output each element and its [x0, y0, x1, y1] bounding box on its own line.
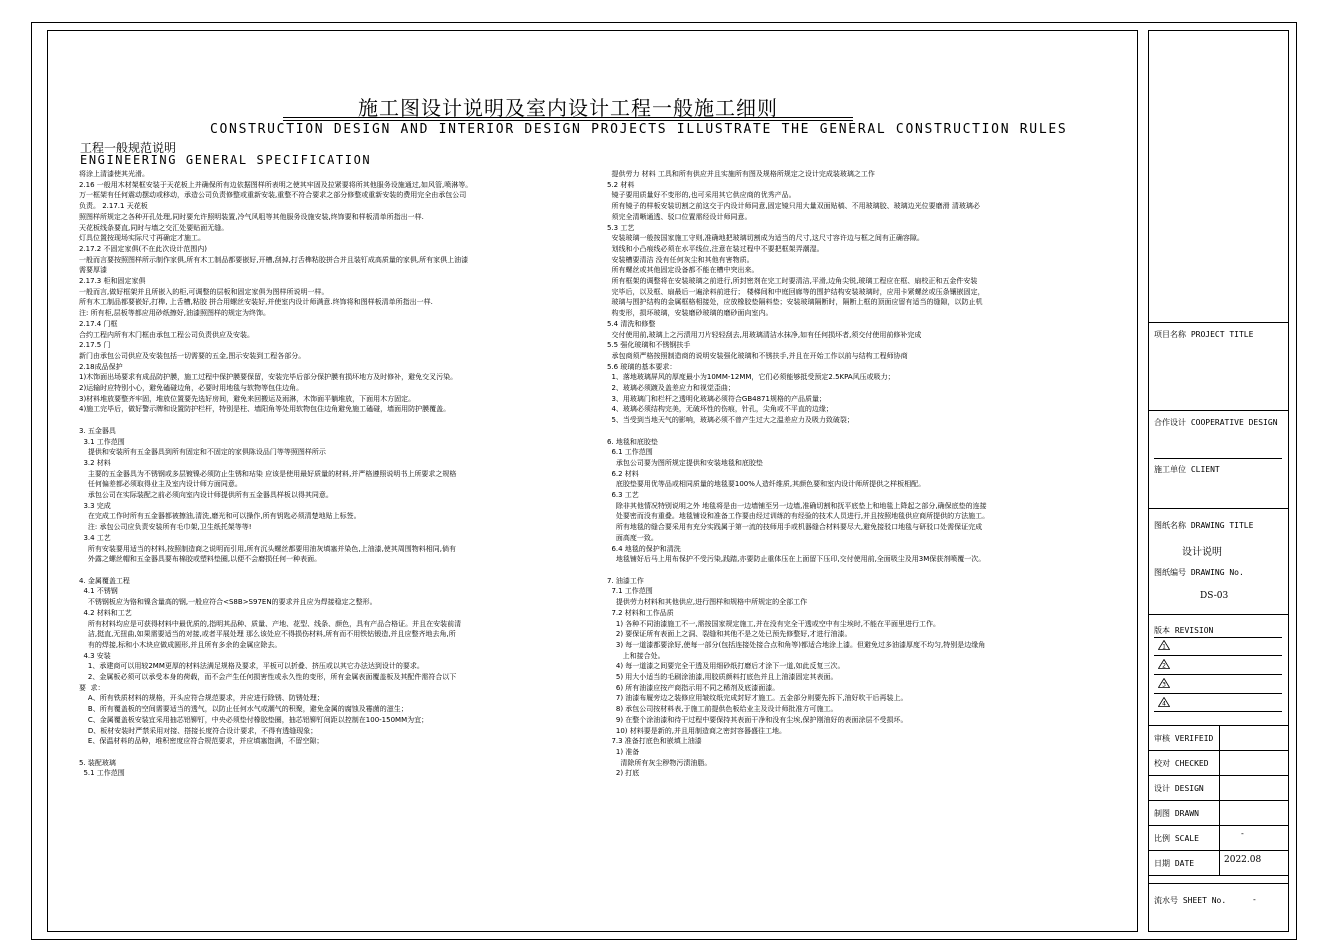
section-heading-en: ENGINEERING GENERAL SPECIFICATION	[80, 153, 372, 167]
text-line: 3. 五金器具	[79, 426, 116, 435]
revision-triangle-icon	[1158, 640, 1170, 650]
project-title-label: 项目名称 PROJECT TITLE	[1154, 330, 1254, 339]
text-line: 2、玻璃必须踱及盖差应力和视觉歪曲；	[607, 384, 735, 393]
tb-divider	[1148, 850, 1289, 851]
text-line: 10) 材料要是新的,并且用制造商之密封容器盛往工地。	[607, 726, 786, 735]
text-line: 3) 每一道漆都要涂好,使每一部分(包括连接处接合点和角等)都适合地涂上漆。但避免过多油漆厚度不均匀,特别是边缘角	[607, 640, 986, 649]
text-line: 所有材料均应是可获得材料中最优质的,指明其品种、质量、产地、花型、线条、颜色，具有产品合格证。并且在安装前清	[79, 619, 462, 628]
text-line: 3)材料堆放要整齐牢固，堆放位置要先选好房间，避免来回搬运及雨淋，木饰面平躺堆放，下面用木方固定。	[79, 394, 416, 403]
text-line: 有的焊接,标和小木块应做成圆形,并且所有多余的金属应除去。	[79, 640, 282, 649]
text-line: 2.17.4 门框	[79, 319, 118, 328]
tb-divider	[1148, 775, 1289, 776]
text-line: 须完全清晰通透、驳口位置需经设计师同意。	[607, 212, 752, 221]
text-line: 7. 油漆工作	[607, 576, 644, 585]
text-line: 面高度一致。	[607, 533, 658, 542]
text-line: 7) 油漆布履旁边之装修应用皱纹纸完成封好才施工。五金部分则要先拆下,油好吹干后再装上。	[607, 694, 908, 703]
text-line: 天花板线条要直,同时与墙之交汇处要贴面无缝。	[79, 223, 229, 232]
text-line: 2.17.3 柜和固定家俱	[79, 277, 146, 286]
date-value: 2022.08	[1224, 855, 1262, 865]
text-line: 清除所有灰尘秽物污渍油脂。	[607, 758, 712, 767]
revision-label: 版本 REVISION	[1154, 626, 1214, 635]
text-line: 1、承建商可以用较2MM更厚的材料法满足规格及要求，平板可以折叠、挤压或以其它办法达到设计的要求。	[79, 662, 424, 671]
sheet-value: -	[1252, 895, 1257, 904]
text-line	[607, 565, 1085, 576]
text-line: 7.3 准备打底色和嵌填上油漆	[607, 737, 702, 746]
sheet-label: 流水号 SHEET No.	[1154, 896, 1227, 905]
tb-divider	[1148, 800, 1289, 801]
text-line: C、金属覆盖板安装宜采用抽芯铝铆钉，中央必须垫付橡胶垫圈，抽芯铝铆钉间距以控制在100-150MM为宜；	[79, 715, 429, 724]
text-line: 4) 每一道漆之间要完全干透及用细砂纸打磨后才涂下一道,如此反复三次。	[607, 662, 845, 671]
text-line: 所有框架的调整将在安装玻璃之前进行,所封密剂在完工时要清洁,平滑,边角尖锐,玻璃工程应在框、扇校正和五金件安装	[607, 277, 978, 286]
text-line: 承包商须严格按照制造商的说明安装强化玻璃和不锈扶手,并且在开始工作以前与结构工程师协商	[607, 351, 908, 360]
revision-triangle-icon	[1158, 697, 1170, 707]
document-title-cn: 施工图设计说明及室内设计工程一般施工细则	[358, 96, 778, 120]
text-line: D、板材安装时严禁采用对接、搭接长度符合设计要求，不得有透缝现象；	[79, 726, 318, 735]
text-line: 地毯铺好后马上用布保护不受污染,践踏,亦要防止重体压在上面留下压印,交付使用前,全面吸尘及用3M保获剂喷覆一次。	[607, 555, 986, 564]
text-line: 划线和小凸痕线必须在水平线位,注意在装过程中不要把框架弄潮湿。	[607, 244, 824, 253]
tb-underline	[1154, 693, 1282, 694]
text-line: 负责。 2.17.1 天花板	[79, 202, 148, 211]
tb-divider	[1148, 875, 1289, 876]
revision-number: 4	[1162, 700, 1166, 707]
text-line: 6) 所有油漆应按产商指示用不同之稀剂及底漆面漆。	[607, 683, 780, 692]
text-line: 9) 在整个涂油漆和待干过程中要保持其表面干净和没有尘埃,保护刚油好的表面涂层不受损坏。	[607, 715, 908, 724]
text-line: 要 求：	[79, 683, 105, 692]
text-line: 5、当受到当地天气的影响，玻璃必须不曾产生过大之温差应力及吸力致破裂；	[607, 416, 854, 425]
scale-value: -	[1240, 829, 1245, 838]
text-line: 2)运输时应特别小心，避免磕碰边角，必要时用地毯与软物等包住边角。	[79, 384, 304, 393]
text-line: 处要密而没有重叠。地毯铺设和准备工作要由经过训练的有经验的技术人员进行,并且按照地毯供应商所提供的方法施工。	[607, 512, 990, 521]
text-line: 万一框架有任何震动摆动或移动，承造公司负责修整或重新安装,重整不符合要求之部分修整或重新安装的费用完全由承包公司	[79, 191, 467, 200]
drawing-no-value: DS-03	[1200, 591, 1229, 601]
text-line: B、所有覆盖板的空间需要适当的透气，以防止任何水气或潮气的积聚，避免金属的腐蚀及霉菌的滋生；	[79, 705, 408, 714]
text-line: 6.1 工作范围	[607, 448, 653, 457]
text-line: 任何偏差都必须取得业主及室内设计师方面同意。	[79, 480, 242, 489]
section-heading-cn: 工程一般规范说明	[80, 141, 177, 155]
text-line: 7.2 材料和工作品质	[607, 608, 674, 617]
text-line: 7.1 工作范围	[607, 587, 653, 596]
text-line: E、保温材料的品种，堆积密度应符合规范要求，并应填塞饱满，不留空隙；	[79, 737, 324, 746]
text-line	[79, 415, 584, 426]
text-line: 4、玻璃必须结构完美，无破坏性的伤痕，针孔，尖角或不平直的边缘；	[607, 405, 833, 414]
revision-number: 3	[1162, 681, 1166, 688]
text-line: 6. 地毯和底胶垫	[607, 437, 658, 446]
text-line: 将涂上清漆使其光滑。	[79, 170, 149, 178]
text-line: 4. 金属覆盖工程	[79, 576, 130, 585]
text-line: 除非其他情况特别说明之外 地毯将是由一边墙铺至另一边墙,准确切割和抚平底垫上和地毯上降起之部分,确保底垫的连接	[607, 501, 987, 510]
text-line: 提供和安装所有五金器具到所有固定和不固定的家俱陈设品门等等照图样所示	[79, 448, 326, 457]
text-line: 1) 各种不同油漆施工不一,需按国家规定施工,并在没有完全干透或空中有尘埃时,不能在平面里进行工作。	[607, 619, 940, 628]
text-line: 所有螺丝或其他固定设备都不能在槽中突出来。	[607, 266, 759, 275]
drawn-label: 制图 DRAWN	[1154, 809, 1199, 818]
text-line: 安装槽要清洁 没有任何灰尘和其他有害物质。	[607, 255, 754, 264]
text-line: 4.2 材料和工艺	[79, 608, 132, 617]
revision-number: 1	[1162, 643, 1166, 650]
tb-divider	[1148, 322, 1289, 323]
text-line: 5.2 材料	[607, 180, 635, 189]
text-line: 注: 所有柜,层板等都应用砂纸擦好,油漆照图样的规定为终饰。	[79, 309, 271, 318]
checked-label: 校对 CHECKED	[1154, 759, 1209, 768]
text-line: 承包公司要为图所规定提供和安装地毯和底胶垫	[607, 458, 763, 467]
drawing-no-label: 图纸编号 DRAWING No.	[1154, 568, 1244, 577]
text-line: 底胶垫要用优等品或相同质量的地毯要100%人造纤维质,其颜色要和室内设计师所提供之样板相配。	[607, 480, 926, 489]
text-line: 3.2 材料	[79, 458, 111, 467]
text-line: 交付使用前,玻璃上之污渍用刀片轻轻刮去,用玻璃清洁水抹净,如有任何损坏者,须交付使用前修补完成	[607, 330, 922, 339]
text-line: 构变形，损坏玻璃，安装磨砂玻璃的磨砂面向室内。	[607, 309, 773, 318]
tb-divider	[1148, 508, 1289, 509]
text-line: 1) 准备	[607, 747, 640, 756]
text-line: 5.6 玻璃的基本要求：	[607, 362, 677, 371]
text-line: 新门由承包公司供应及安装包括一切需要的五金,图示安装到工程各部分。	[79, 351, 306, 360]
tb-underline	[1154, 637, 1282, 638]
text-line: 所有镜子的样板安装切割之前这交于内设计师同意,固定镜只用大量双面贴稿、不用玻璃胶、玻璃边光位要磨滑 清玻璃必	[607, 202, 980, 211]
text-line: 3、用玻璃门和栏杆之透明化玻璃必须符合GB4871规格的产品质量；	[607, 394, 826, 403]
drawing-title-label: 图纸名称 DRAWING TITLE	[1154, 521, 1254, 530]
text-line: 提供劳力材料和其他供应,进行图样和规格中所规定的全部工作	[607, 598, 808, 607]
text-line: 6.2 材料	[607, 469, 639, 478]
text-line: 一般而言,做好框架并且所嵌入的柜,可调整的层板和固定家俱为图样所说明一样。	[79, 287, 329, 296]
tb-divider	[1148, 883, 1289, 884]
text-line	[607, 426, 1085, 437]
revision-number: 2	[1162, 662, 1166, 669]
text-line: 1)木饰面出场要求有成品防护膜，施工过程中保护膜要保留，安装完毕后部分保护膜有损坏地方及时修补，避免交叉污染。	[79, 373, 458, 382]
text-line: 上和接合处。	[607, 651, 665, 660]
text-line: 所有木工制品都要嵌好,打榫, 上舌槽,粘胶 拼合用螺丝安装好,并使室内设计师满意.终饰将和图样板清单所指出一样.	[79, 298, 433, 307]
tb-divider	[1148, 614, 1289, 615]
text-line: 5.1 工作范围	[79, 769, 125, 778]
text-line: 3.3 完成	[79, 501, 111, 510]
tb-underline	[1154, 674, 1282, 675]
text-line: 镜子要用质量好不变形的,也可采用其它供应商的优秀产品。	[607, 191, 796, 200]
text-line: 2.16 一般用木材架框安装于天花板上并确保所有边依据图样所表明之使其牢固及拉紧要将所其他服务设施通过,如风管,喷淋等。	[79, 180, 473, 189]
client-label: 施工单位 CLIENT	[1154, 465, 1220, 474]
text-line	[79, 747, 584, 758]
text-line: 玻璃与围护结构的金属框格相接处，应放橡胶垫隔料垫；安装玻璃隔断时，隔断上框的顶面应留有适当的缝隙，以防止机	[607, 298, 983, 307]
text-line: 不锈钢板应为铬和镍含量高的钢,一般应符合<S8B>S97EN的要求并且应为焊接稳定之整形。	[79, 598, 377, 607]
text-line: 注: 承包公司应负责安装所有毛巾架,卫生纸托架等等!	[79, 523, 252, 532]
text-line: 2) 打底	[607, 769, 640, 778]
tb-underline	[1154, 458, 1282, 459]
scale-label: 比例 SCALE	[1154, 834, 1199, 843]
drawing-title-value: 设计说明	[1182, 547, 1222, 558]
text-line: 2.18成品保护	[79, 362, 123, 371]
tb-underline	[1154, 711, 1282, 712]
text-line: 5.4 清洗和修整	[607, 319, 656, 328]
tb-divider	[1148, 825, 1289, 826]
text-line: 5.3 工艺	[607, 223, 635, 232]
title-underline	[283, 117, 853, 118]
text-line: 外露之螺丝帽和五金器具要布棉胶或塑料垫圈,以便不会磨损任何一种表面。	[79, 555, 322, 564]
text-line: 一般而言要按照图样所示制作家俱,所有木工制品都要嵌好,开槽,刮掉,打舌榫粘胶拼合并且装钉成高质量的家俱,所有家俱上油漆	[79, 255, 469, 264]
text-line: 完毕后，以及框、扇最后一遍涂料前进行； 楼梯间和中庭回廊等的围护结构安装玻璃时，应用卡紧螺丝或压条镶嵌固定，	[607, 287, 985, 296]
document-title-en: CONSTRUCTION DESIGN AND INTERIOR DESIGN PROJECTS ILLUSTRATE THE GENERAL CONSTRUCTION RULES	[210, 122, 1068, 137]
text-line: 5.5 强化玻璃和不锈钢扶手	[607, 341, 691, 350]
text-line: 2、金属板必须可以承受本身的荷载，而不会产生任何损害性或永久性的变形，所有金属表面覆盖板及其配件需符合以下	[79, 673, 457, 682]
text-line: 照图样所规定之各种开孔处理,同时要允许照明装置,冷气风咀等其他服务设施安装,终饰要和样板清单所指出一样.	[79, 212, 424, 221]
text-line: 在完成工作时所有五金器都被擦油,清洗,磨光和可以操作,所有钥匙必须清楚地贴上标签。	[79, 512, 361, 521]
tb-divider	[1148, 410, 1289, 411]
text-line: 3.4 工艺	[79, 533, 111, 542]
left-text-column	[79, 169, 584, 779]
text-line: 提供劳力 材料 工具和所有供应并且实施所有图及规格所规定之设计完成装玻璃之工作	[607, 170, 875, 178]
verified-label: 审核 VERIFEID	[1154, 734, 1214, 743]
text-line: 4.1 不锈钢	[79, 587, 118, 596]
cooperative-design-label: 合作设计 COOPERATIVE DESIGN	[1154, 418, 1278, 427]
text-line: 承包公司在实际装配之前必须向室内设计师提供所有五金器具样板以得其同意。	[79, 491, 333, 500]
text-line: 4)施工完毕后，做好警示牌和设置防护栏杆，特别是柱、墙阳角等处用软物包住边角避免施工磕碰，墙面用防护膜覆盖。	[79, 405, 451, 414]
text-line	[79, 565, 584, 576]
right-text-column	[607, 169, 1085, 779]
revision-triangle-icon	[1158, 659, 1170, 669]
tb-underline	[1154, 655, 1282, 656]
text-line: 2.17.2 不固定家俱(不在此次设计范围内)	[79, 244, 207, 253]
text-line: 2) 要保证所有表面上之洞、裂缝和其他不是之处已预先修整好,才进行油漆。	[607, 630, 852, 639]
design-label: 设计 DESIGN	[1154, 784, 1204, 793]
text-line: 8) 承包公司按材料表,于施工前提供色板给业主及设计师批准方可施工。	[607, 705, 838, 714]
text-line: 2.17.5 门	[79, 341, 111, 350]
text-line: 洁,挺直,无扭曲,如果需要适当的对接,或者平展处理 那么该处应不得损伤材料,所有而不用铁钻锻造,并且应整齐地去角,所	[79, 630, 456, 639]
text-line: 所有安装要用适当的材料,按照制造商之说明而引用,所有沉头螺丝都要用油灰填塞并染色,上油漆,使其周围物料相同,倘有	[79, 544, 457, 553]
text-line: 5) 用大小适当的毛刷涂油漆,用胶质颜料打底色并且上油漆固定其表面。	[607, 673, 838, 682]
text-line: 合约工程内所有木门框由承包工程公司负责供应及安装。	[79, 330, 254, 339]
text-line: 主要的五金器具为不锈钢或多层镀镍必须防止生锈和玷染 应该是使用最好质量的材料,并严格遵照说明书上所要求之规格	[79, 469, 457, 478]
text-line: 安装玻璃一般按国家施工守则,准确地把玻璃切割成为适当的尺寸,这尺寸容许边与框之间有正确容隙。	[607, 234, 924, 243]
tb-divider	[1148, 750, 1289, 751]
text-line: A、所有铁质材料的规格，开头应符合规范要求，并应进行除锈、防锈处理；	[79, 694, 324, 703]
text-line: 3.1 工作范围	[79, 437, 125, 446]
title-underline	[283, 120, 853, 121]
text-line: 灯具位置按现场实际尺寸再确定才施工。	[79, 234, 205, 243]
text-line: 6.4 地毯的保护和清洗	[607, 544, 681, 553]
text-line: 5. 装配玻璃	[79, 758, 116, 767]
date-label: 日期 DATE	[1154, 859, 1195, 868]
text-line: 1、落地玻璃屏风的厚度最小为10MM-12MM，它们必须能够抵受预定2.5KPA风压或吸力；	[607, 373, 895, 382]
text-line: 6.3 工艺	[607, 491, 639, 500]
text-line: 所有地毯的缝合要采用有充分实践属于第一流的技师用手或机器缝合材料要尽大,避免接驳口地毯与研驳口处需保证完成	[607, 523, 983, 532]
text-line: 4.3 安装	[79, 651, 111, 660]
text-line: 需要厚漆	[79, 266, 107, 275]
revision-triangle-icon	[1158, 678, 1170, 688]
